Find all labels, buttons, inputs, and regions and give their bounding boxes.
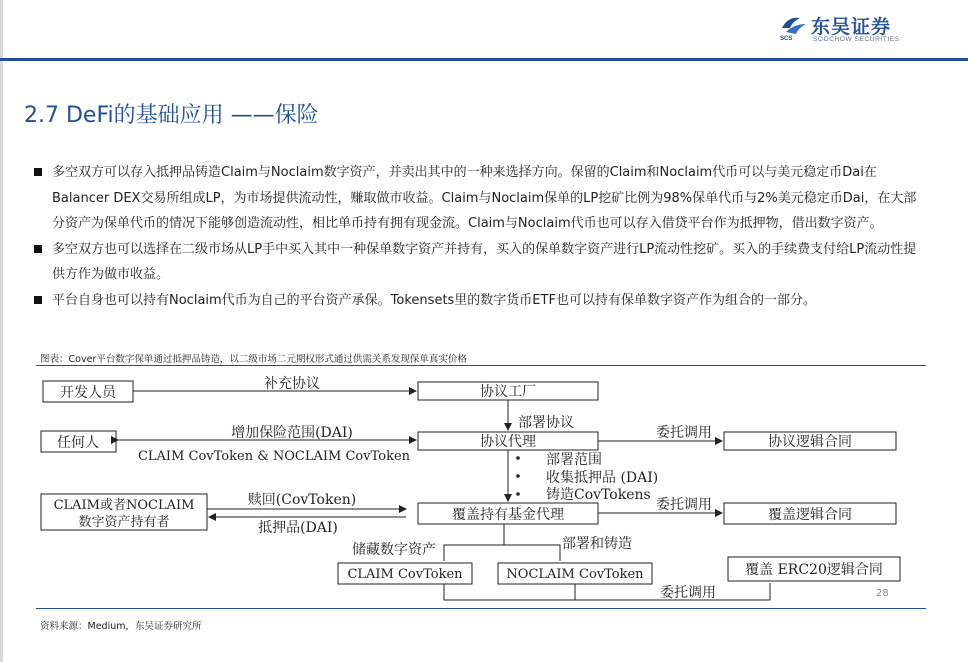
edge-increase-coverage-label: 增加保险范围(DAI) — [231, 425, 353, 441]
header-rule — [0, 58, 968, 61]
edge-store-asset — [444, 524, 504, 561]
edge-deploy-mint — [504, 545, 560, 561]
edge-delegate-call-3-label: 委托调用 — [660, 585, 716, 601]
edge-claim-noclaim-label: CLAIM CovToken & NOCLAIM CovToken — [137, 449, 411, 464]
coverage-logic-label: 覆盖逻辑合同 — [768, 507, 852, 523]
bullet-list — [34, 160, 924, 313]
figure-bottom-rule — [36, 608, 926, 609]
holder-label-line2: 数字资产持有者 — [78, 515, 170, 530]
edge-deploy-mint-label: 部署和铸造 — [562, 536, 632, 552]
brand-name: 东吴证券 — [811, 16, 892, 38]
slide-title: 2.7 DeFi的基础应用 ——保险 — [24, 103, 319, 128]
coverage-agent-label: 覆盖持有基金代理 — [452, 507, 564, 523]
claim-token-label: CLAIM CovToken — [347, 567, 463, 582]
edge-deploy-protocol-label: 部署协议 — [518, 415, 574, 431]
brand-logo — [778, 14, 918, 44]
brand-abbr: SCS — [780, 36, 793, 42]
protocol-logic-label: 协议逻辑合同 — [768, 434, 852, 450]
bullet-item: 多空双方也可以选择在二级市场从LP手中买入其中一种保单数字资产并持有，买入的保单数字资产进行LP流动性挖矿。买入的手续费支付给LP流动性提供方作为做市收益。 — [34, 237, 924, 288]
noclaim-token-label: NOCLAIM CovToken — [506, 567, 644, 582]
bullet-item: 平台自身也可以持有Noclaim代币为自己的平台资产承保。Tokensets里的数字货币ETF也可以持有保单数字资产作为组合的一部分。 — [34, 288, 924, 314]
bullet-item: 多空双方可以存入抵押品铸造Claim与Noclaim数字资产，并卖出其中的一种来选择方向。保留的Claim和Noclaim代币可以与美元稳定币Dai在Balancer DEX交易所组成LP，为市场提供流动性，赚取做市收益。Claim与Noclaim保单的LP挖矿比例为98%保单代币与2%美元稳定币Dai，在大部分资产为保单代币的情况下能够创造流动性，相比单币持有拥有现金流。Claim与Noclaim代币也可以存入借贷平台作为抵押物，借出数字资产。 — [34, 160, 924, 237]
flow-diagram — [0, 366, 968, 608]
source-note: 资料来源：Medium，东吴证券研究所 — [40, 621, 202, 632]
brand-subtitle: SOOCHOW SECURITIES — [813, 36, 900, 43]
brand-mark-icon — [778, 14, 808, 36]
edge-delegate-call-1-label: 委托调用 — [656, 425, 712, 441]
edge-store-asset-label: 储藏数字资产 — [352, 542, 436, 558]
step-bullet — [516, 474, 520, 478]
erc20-logic-label: 覆盖 ERC20逻辑合同 — [745, 562, 883, 578]
protocol-factory-label: 协议工厂 — [480, 384, 536, 400]
step-deploy-scope: 部署范围 — [546, 452, 602, 468]
figure-caption: 图表：Cover平台数字保单通过抵押品铸造，以二级市场二元期权形式通过供需关系发现保单真实价格 — [40, 354, 467, 365]
step-mint-covtokens: 铸造CovTokens — [546, 487, 651, 503]
step-bullet — [516, 492, 520, 496]
holder-label-line1: CLAIM或者NOCLAIM — [53, 498, 195, 513]
protocol-agent-label: 协议代理 — [480, 434, 536, 450]
anyone-label: 任何人 — [57, 435, 99, 451]
page-number: 28 — [876, 588, 889, 599]
edge-collateral-label: 抵押品(DAI) — [258, 520, 338, 536]
edge-delegate-call-2-label: 委托调用 — [656, 497, 712, 513]
step-bullet — [516, 456, 520, 460]
edge-delegate-call-3 — [444, 583, 770, 600]
edge-redeem-label: 赎回(CovToken) — [247, 492, 357, 508]
edge-supplement-protocol-label: 补充协议 — [264, 376, 320, 392]
developer-label: 开发人员 — [60, 385, 116, 401]
step-collect-collateral: 收集抵押品 (DAI) — [546, 470, 659, 486]
